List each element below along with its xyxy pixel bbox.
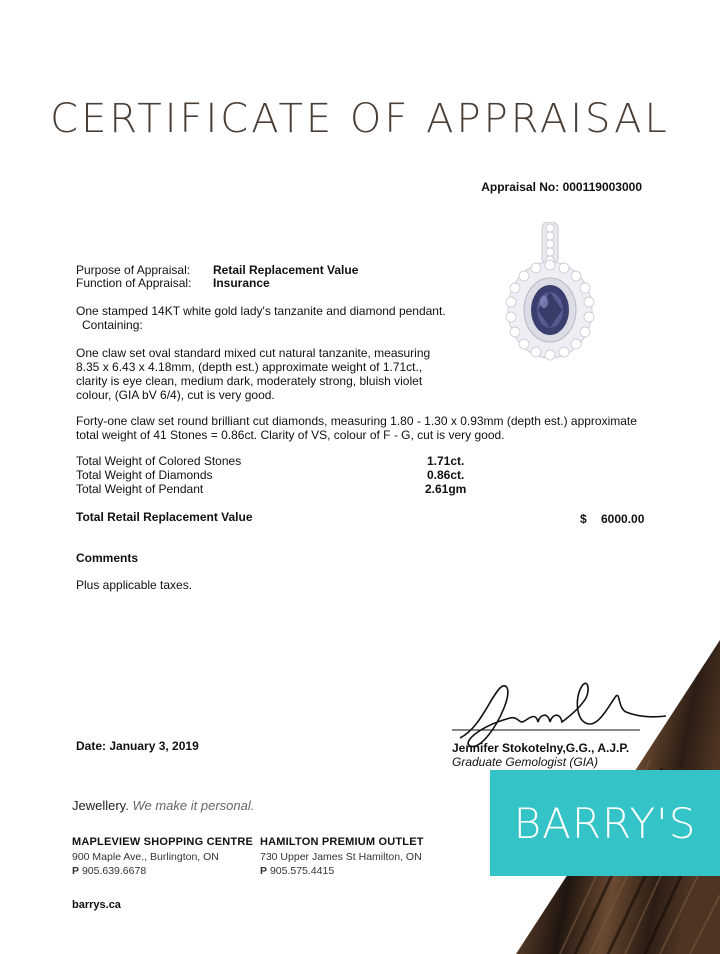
store2-address: 730 Upper James St Hamilton, ON	[260, 851, 422, 863]
store2-phone-label: P	[260, 865, 268, 877]
weight-value-pendant: 2.61gm	[425, 482, 467, 496]
brand-logo: BARRY'S	[490, 770, 720, 876]
tanzanite-line: colour, (GIA bV 6/4), cut is very good.	[76, 388, 275, 402]
tanzanite-description	[76, 346, 456, 402]
weight-label-pendant: Total Weight of Pendant	[76, 482, 204, 496]
purpose-value: Retail Replacement Value	[213, 263, 359, 277]
diamond-line: total weight of 41 Stones = 0.86ct. Clarity of VS, colour of F - G, cut is very good.	[76, 428, 505, 442]
tanzanite-line: One claw set oval standard mixed cut natural tanzanite, measuring	[76, 346, 431, 360]
tagline-jewellery: Jewellery.	[72, 798, 129, 813]
appraisal-date: Date: January 3, 2019	[76, 739, 199, 753]
containing-label: Containing:	[82, 318, 143, 332]
diamond-line: Forty-one claw set round brilliant cut diamonds, measuring 1.80 - 1.30 x 0.93mm (depth est.) approximate	[76, 414, 637, 428]
store1-phone-label: P	[72, 865, 80, 877]
signer-title: Graduate Gemologist (GIA)	[452, 755, 599, 769]
store1-address: 900 Maple Ave., Burlington, ON	[72, 851, 219, 863]
tanzanite-line: clarity is eye clean, medium dark, moderately strong, bluish violet	[76, 374, 423, 388]
total-label: Total Retail Replacement Value	[76, 510, 253, 524]
pendant-image	[500, 222, 600, 362]
weight-value-colored-stones: 1.71ct.	[427, 454, 465, 468]
weight-value-diamonds: 0.86ct.	[427, 468, 465, 482]
tagline-personal: We make it personal.	[132, 798, 255, 813]
comments-text: Plus applicable taxes.	[76, 578, 193, 592]
certificate-title: CERTIFICATE OF APPRAISAL	[50, 96, 670, 142]
signer-name: Jennifer Stokotelny,G.G., A.J.P.	[452, 741, 630, 755]
tanzanite-line: 8.35 x 6.43 x 4.18mm, (depth est.) approximate weight of 1.71ct.,	[76, 360, 423, 374]
tagline	[72, 798, 254, 813]
store2-name: HAMILTON PREMIUM OUTLET	[260, 836, 424, 848]
store1-phone-number: 905.639.6678	[81, 865, 147, 877]
purpose-label: Purpose of Appraisal:	[76, 263, 191, 277]
weight-label-colored-stones: Total Weight of Colored Stones	[76, 454, 242, 468]
store2-phone-number: 905.575.4415	[269, 865, 335, 877]
weight-label-diamonds: Total Weight of Diamonds	[76, 468, 213, 482]
function-label: Function of Appraisal:	[76, 276, 192, 290]
total-value: 6000.00	[601, 512, 645, 526]
appraisal-number: Appraisal No: 000119003000	[481, 180, 642, 194]
website-link[interactable]: barrys.ca	[72, 899, 121, 911]
store2-phone	[260, 865, 334, 877]
comments-heading: Comments	[76, 551, 139, 565]
total-currency: $	[580, 512, 587, 526]
function-value: Insurance	[213, 276, 270, 290]
store1-name: MAPLEVIEW SHOPPING CENTRE	[72, 836, 254, 848]
item-description: One stamped 14KT white gold lady's tanzanite and diamond pendant.	[76, 304, 446, 318]
store1-phone	[72, 865, 146, 877]
diamond-description	[76, 414, 656, 442]
